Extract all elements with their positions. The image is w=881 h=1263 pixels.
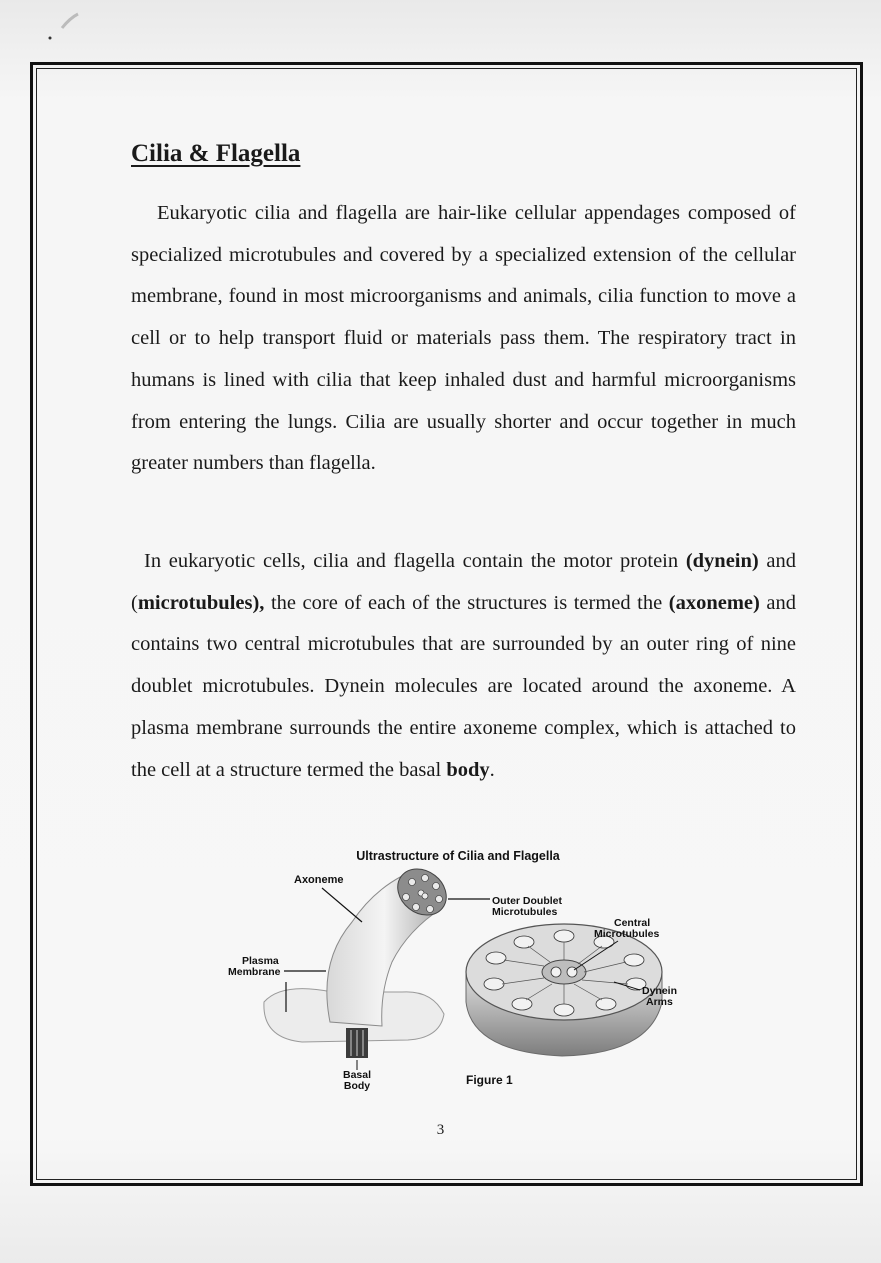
cilia-ultrastructure-figure xyxy=(222,842,722,1102)
paragraph-2-text: and ( xyxy=(131,550,796,614)
figure-title: Ultrastructure of Cilia and Flagella xyxy=(356,849,560,863)
label-plasma-2: Membrane xyxy=(228,966,281,978)
paragraph-2-text: . xyxy=(489,758,495,781)
page-number: 3 xyxy=(436,1122,445,1138)
bold-term-body: body xyxy=(446,758,490,781)
label-dynein-1: Dynein xyxy=(642,985,678,997)
bold-term-dynein: (dynein) xyxy=(685,550,759,572)
bold-term-axoneme: (axoneme) xyxy=(668,591,760,614)
label-outer-doublet-2: Microtubules xyxy=(492,906,558,918)
bold-term-microtubules: microtubules), xyxy=(137,591,265,614)
label-plasma-1: Plasma xyxy=(242,955,279,967)
paragraph-2-text: and contains two central microtubules that are surrounded by an outer ring of nine doublet microtubules. Dynein molecules are located around the axoneme. A plasma membrane surrounds the entire axoneme complex, which is attached to the cell at a structure termed the basal xyxy=(131,591,796,781)
label-central-1: Central xyxy=(614,917,651,929)
paragraph-2-text: In eukaryotic cells, cilia and flagella contain the motor protein xyxy=(144,550,686,572)
central-pair-region xyxy=(542,960,586,984)
label-axoneme: Axoneme xyxy=(294,874,344,886)
label-basal-1: Basal xyxy=(342,1069,372,1081)
label-basal-2: Body xyxy=(343,1080,371,1092)
paragraph-2-text: the core of each of the structures is termed the xyxy=(264,591,669,614)
section-title: Cilia & Flagella xyxy=(131,140,301,167)
paragraph-1: Eukaryotic cilia and flagella are hair-like cellular appendages composed of specialized microtubules and covered by a specialized extension of the cellular membrane, found in most microorganisms and animals, cilia function to move a cell or to help transport fluid or materials pass them. The respiratory tract in humans is lined with cilia that keep inhaled dust and harmful microorganisms from entering the lungs. Cilia are usually shorter and occur together in much greater numbers than flagella. xyxy=(131,202,796,475)
leader-axoneme xyxy=(322,888,362,922)
label-dynein-2: Arms xyxy=(646,996,673,1008)
figure-caption: Figure 1 xyxy=(466,1073,513,1087)
label-outer-doublet-1: Outer Doublet xyxy=(492,895,562,907)
label-central-2: Microtubules xyxy=(594,928,660,940)
paragraph-2 xyxy=(131,541,796,791)
scan-smudge xyxy=(44,0,84,40)
